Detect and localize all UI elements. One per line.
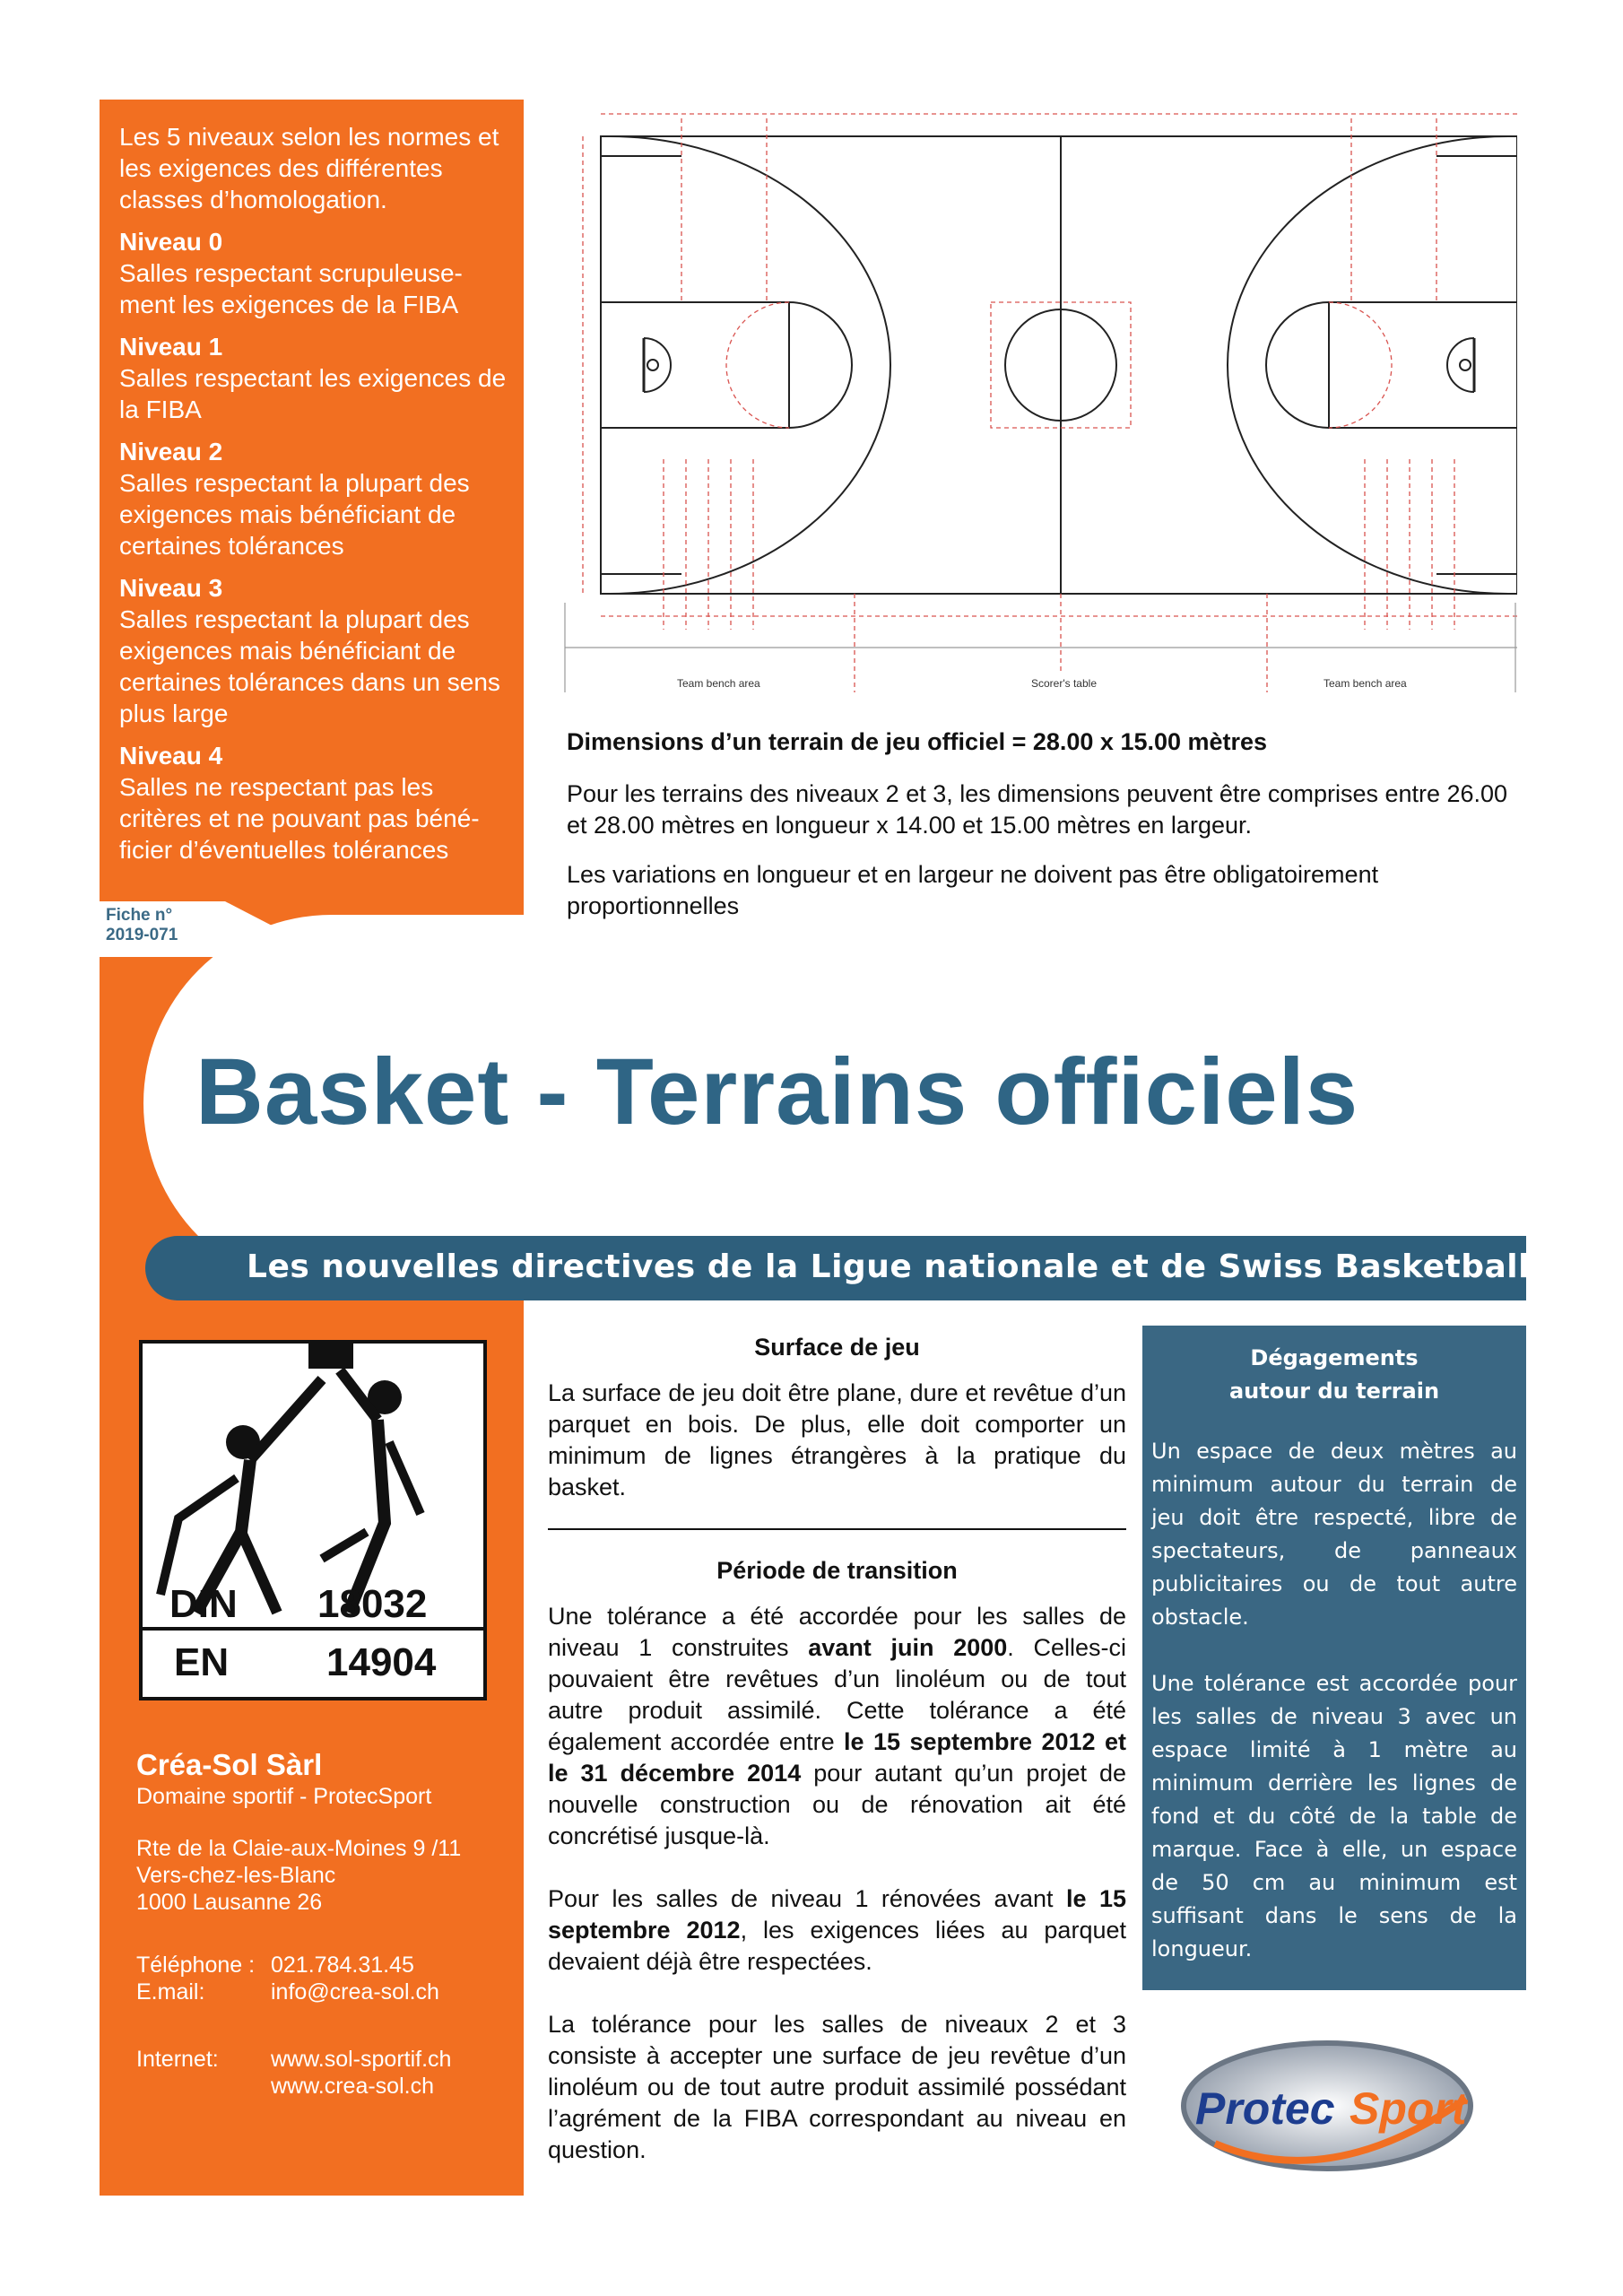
en-number: 14904: [326, 1640, 437, 1684]
address-line: Rte de la Claie-aux-Moines 9 /11: [136, 1836, 462, 1861]
protecsport-logo: [1179, 2036, 1488, 2179]
level-item: Niveau 3 Salles respectant la plupart des exigences mais bénéficiant de certaines tolérances dans un sens plus large: [119, 574, 500, 727]
level-item: Niveau 1 Salles respectant les exigences de la FIBA: [119, 333, 507, 423]
bench-right-label: Team bench area: [1324, 677, 1407, 690]
dimensions-title: Dimensions d’un terrain de jeu officiel = 28.00 x 15.00 mètres: [567, 728, 1268, 755]
email-link[interactable]: info@crea-sol.ch: [271, 1979, 439, 2005]
main-text: [548, 1332, 1126, 2166]
din-number: 18032: [317, 1582, 428, 1626]
fiche-number: Fiche n° 2019-071: [106, 906, 178, 944]
website-link[interactable]: www.sol-sportif.ch: [271, 2047, 452, 2072]
page-title: Basket - Terrains officiels: [195, 1039, 1359, 1144]
right-free-throw-arc: [1266, 302, 1329, 428]
levels-list: [119, 121, 518, 876]
surface-text: La surface de jeu doit être plane, dure et revêtue d’un parquet en bois. De plus, elle doit comporter un minimum de lignes étrangères à la pratique du basket.: [548, 1379, 1126, 1500]
right-key: [1329, 302, 1517, 428]
levels-intro: Les 5 niveaux selon les normes et les exigences des différentes classes d’homologation.: [119, 123, 499, 213]
company-name: Créa-Sol Sàrl: [136, 1748, 323, 1781]
level-item: Niveau 4 Salles ne respectant pas les critères et ne pouvant pas béné-ficier d’éventuelles tolérances: [119, 742, 480, 864]
bench-left-label: Team bench area: [677, 677, 760, 690]
scorer-table-label: Scorer's table: [1031, 677, 1097, 690]
transition-p1: Une tolérance a été accordée pour les salles de niveau 1 construites avant juin 2000. Celles-ci pouvaient être revêtues d’un linoléum ou de tout autre produit assimilé. Cette tolérance a été également accordée entre le 15 septembre 2012 et le 31 décembre 2014 pour autant qu’un projet de nouvelle construction ou de rénovation ait été concrétisé jusque-là.: [548, 1603, 1127, 1849]
clearance-box: [1142, 1326, 1526, 1990]
court-boundary: [601, 136, 1517, 594]
website-link[interactable]: www.crea-sol.ch: [271, 2074, 434, 2099]
dimensions-note: Les variations en longueur et en largeur ne doivent pas être obligatoirement proportionnelles: [567, 861, 1379, 919]
internet-row-2: [136, 2073, 513, 2100]
level-item: Niveau 0 Salles respectant scrupuleuse-ment les exigences de la FIBA: [119, 228, 463, 318]
transition-p3: La tolérance pour les salles de niveaux 2 et 3 consiste à accepter une surface de jeu revêtue d’un linoléum ou de tout autre produit assimilé possédant l’agrément de la FIBA correspondant au niveau en question.: [548, 2011, 1126, 2163]
email-row: E.mail: info@crea-sol.ch: [136, 1979, 439, 2005]
din-logo: [139, 1340, 487, 1700]
logo-sport: Sport: [1350, 2083, 1467, 2134]
left-free-throw-arc: [789, 302, 852, 428]
clearance-p2: Une tolérance est accordée pour les salles de niveau 3 avec un espace limité à 1 mètre au minimum derrière les lignes de fond et du côté de la table de marque. Face à elle, un espace de 50 cm au minimum est suffisant dans le sens de la longueur.: [1151, 1671, 1517, 1961]
clearance-title: Dégagements autour du terrain: [1228, 1345, 1440, 1404]
dimension-lines: [583, 114, 1517, 692]
din-label: DIN: [169, 1582, 238, 1626]
address-line: 1000 Lausanne 26: [136, 1890, 323, 1915]
clearance-body: [1142, 1435, 1526, 1966]
dimensions-text: Pour les terrains des niveaux 2 et 3, les dimensions peuvent être comprises entre 26.00 et 28.00 mètres en longueur x 14.00 et 15.00 mètres en largeur.: [567, 780, 1508, 839]
phone-row: Téléphone : 021.784.31.45: [136, 1952, 414, 1978]
internet-row: Internet: www.sol-sportif.ch: [136, 2047, 452, 2072]
transition-heading: Période de transition: [716, 1557, 958, 1584]
court-diagram: [556, 100, 1517, 701]
address-line: Vers-chez-les-Blanc: [136, 1863, 336, 1888]
subtitle: Les nouvelles directives de la Ligue nationale et de Swiss Basketball: [247, 1248, 1530, 1285]
company-info: [136, 1747, 513, 2100]
clearance-p1: Un espace de deux mètres au minimum autour du terrain de jeu doit être respecté, libre de spectateurs, de panneaux publicitaires ou de tout autre obstacle.: [1151, 1439, 1517, 1630]
divider: [548, 1528, 1126, 1530]
phone-number: 021.784.31.45: [271, 1952, 414, 1978]
company-tagline: Domaine sportif - ProtecSport: [136, 1784, 432, 1809]
level-item: Niveau 2 Salles respectant la plupart des exigences mais bénéficiant de certaines tolérances: [119, 438, 470, 560]
transition-p2: Pour les salles de niveau 1 rénovées avant le 15 septembre 2012, les exigences liées au parquet devaient déjà être respectées.: [548, 1885, 1126, 1975]
left-key: [601, 302, 789, 428]
surface-heading: Surface de jeu: [754, 1334, 920, 1361]
logo-protec: Protec: [1195, 2083, 1335, 2134]
en-label: EN: [174, 1640, 230, 1684]
